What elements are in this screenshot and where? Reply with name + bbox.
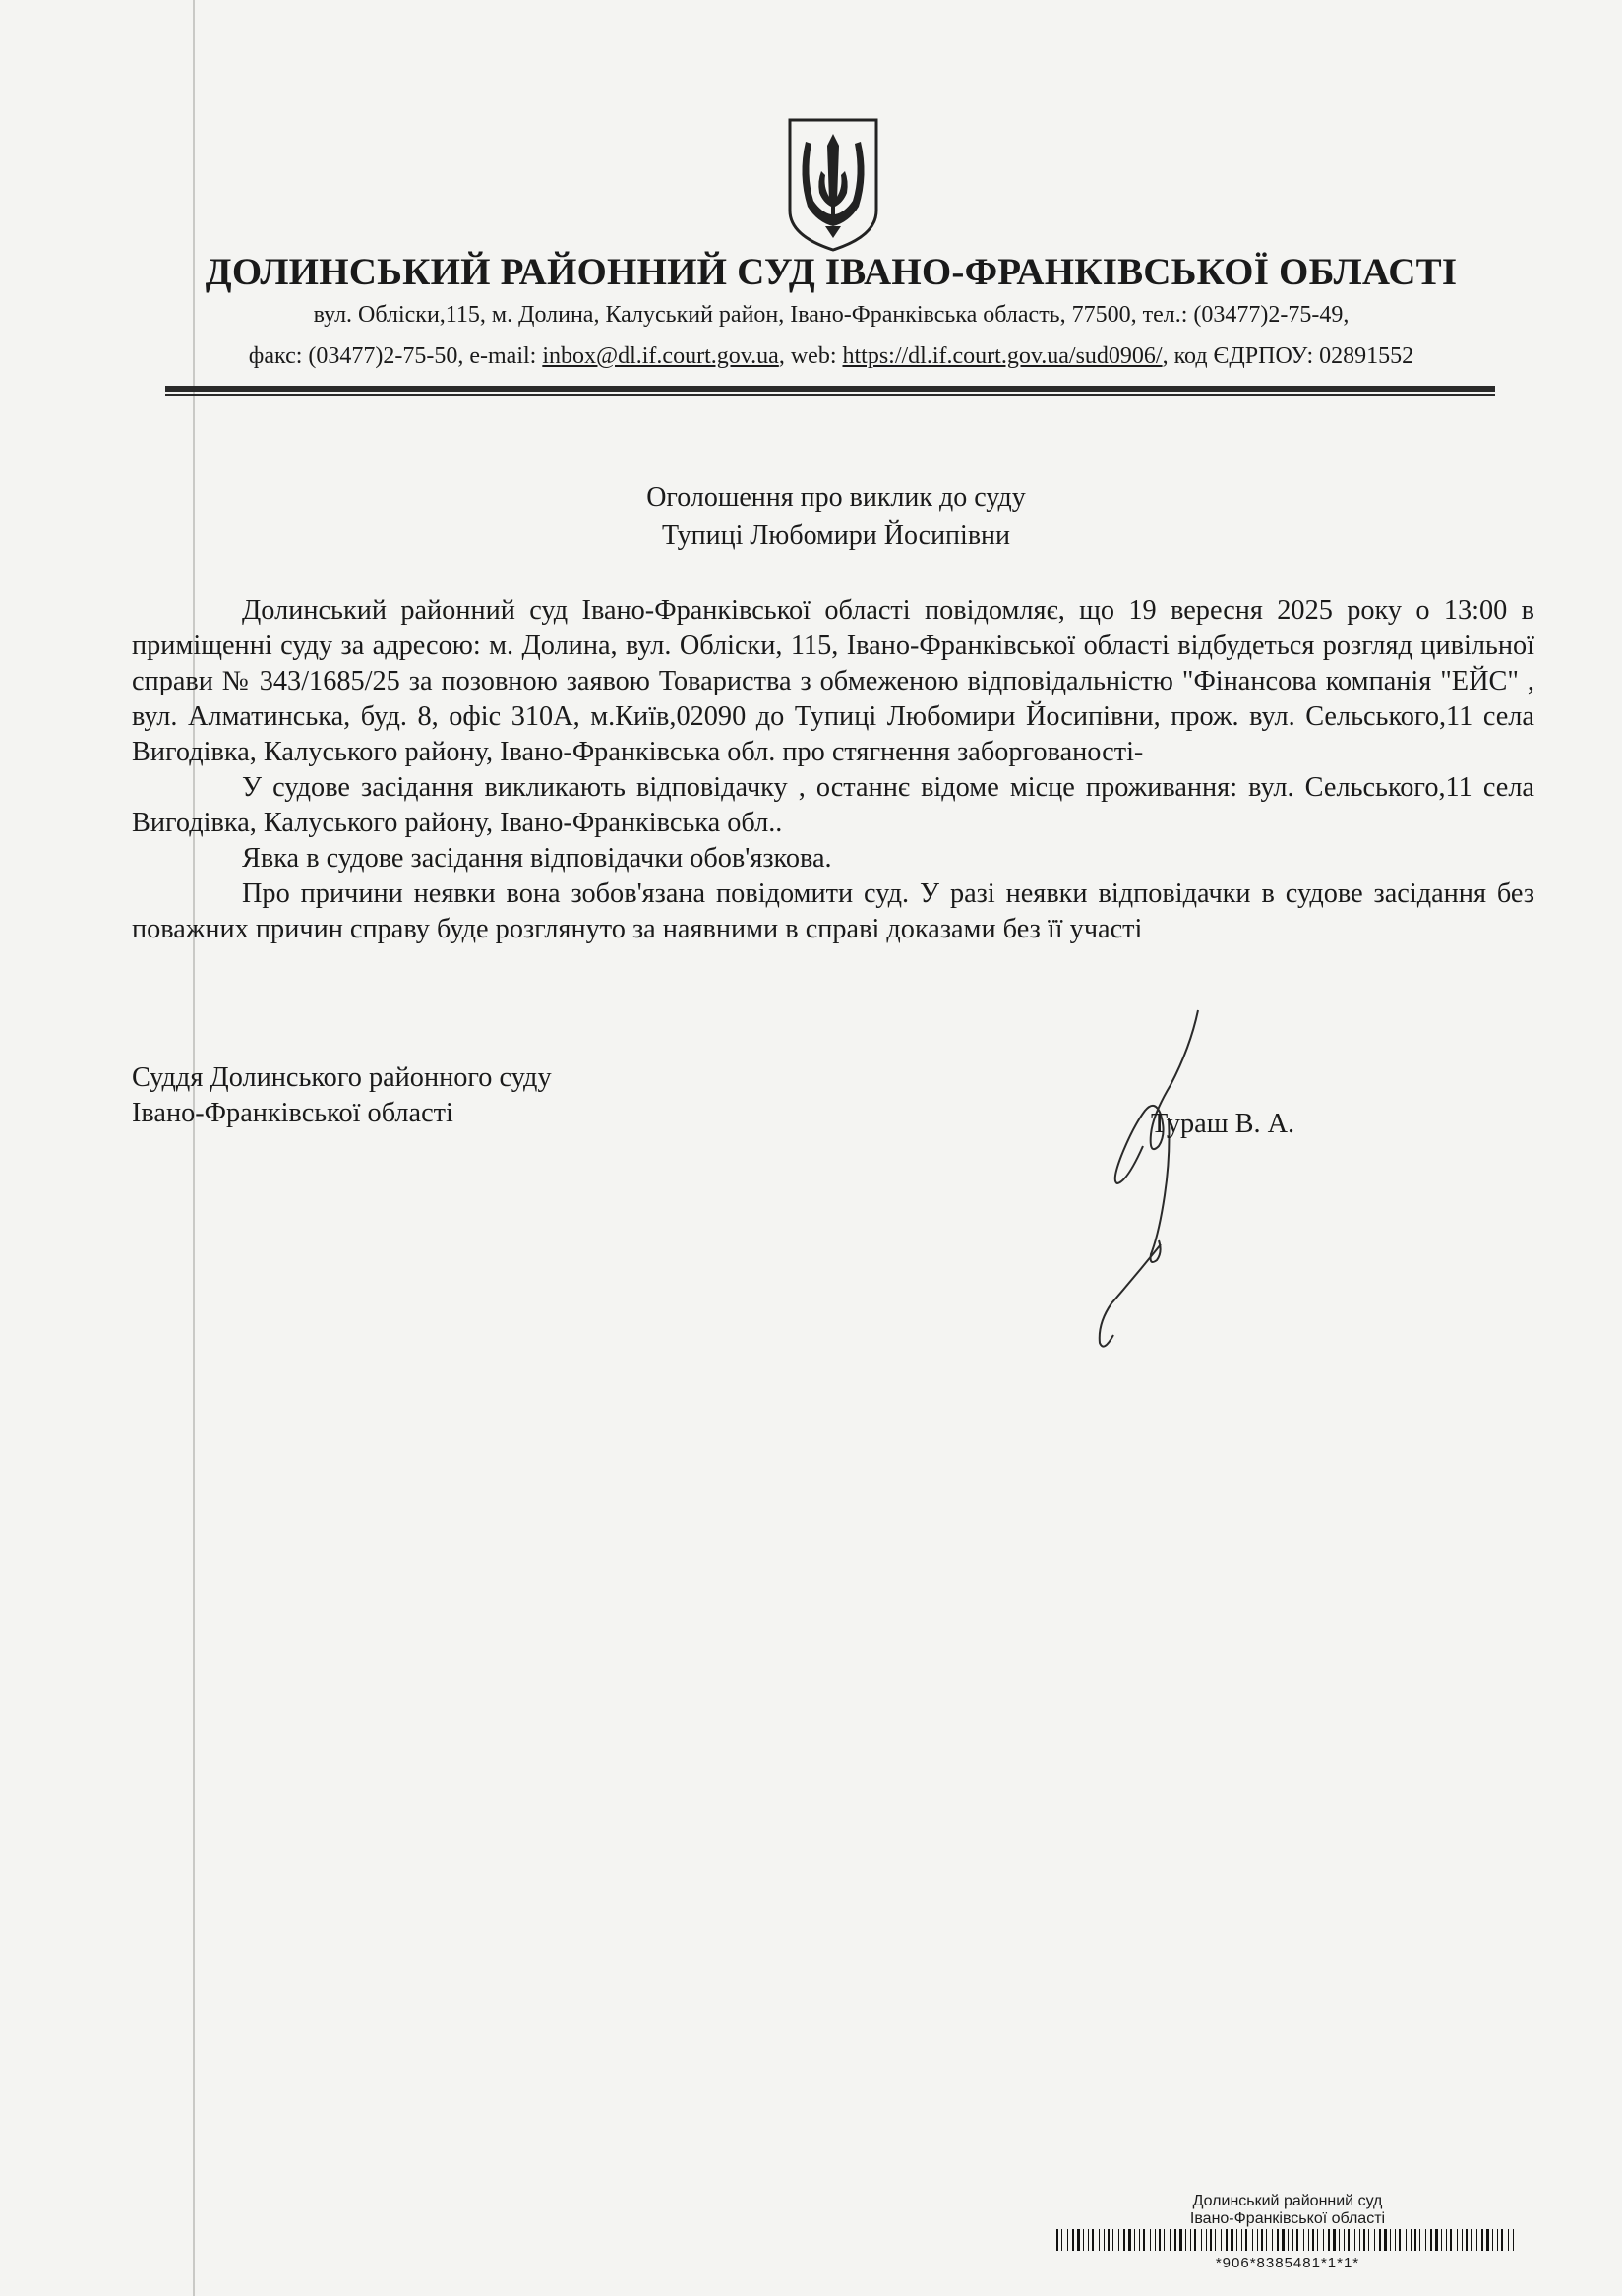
email-link[interactable]: inbox@dl.if.court.gov.ua [542, 343, 779, 369]
registration-stamp [1056, 2193, 1519, 2271]
header-divider-thin [165, 394, 1495, 396]
website-link[interactable]: https://dl.if.court.gov.ua/sud0906/ [842, 343, 1163, 369]
notice-title: Оголошення про виклик до суду [646, 482, 1026, 513]
court-name-heading: ДОЛИНСЬКИЙ РАЙОННИЙ СУД ІВАНО-ФРАНКІВСЬКОЇ ОБЛАСТІ [205, 251, 1458, 293]
notice-paragraph: Долинський районний суд Івано-Франківської області повідомляє, що 19 вересня 2025 року о 13:00 в приміщенні суду за адресою: м. Долина, вул. Обліски, 115, Івано-Франківської області відбудеться розгляд цивільної справи № 343/1685/25 за позовною заявою Товариства з обмеженою відповідальністю "Фінансова компанія "ЕЙС" , вул. Алматинська, буд. 8, офіс 310А, м.Київ,02090 до Тупиці Любомири Йосипівни, прож. вул. Сельського,11 села Вигодівка, Калуського району, Івано-Франківська обл. про стягнення заборгованості- [132, 595, 1534, 767]
stamp-court-line: Долинський районний суд [1192, 2193, 1383, 2209]
fax-label: факс: (03477)2-75-50, e-mail: [248, 343, 543, 369]
handwritten-signature [1043, 1008, 1239, 1362]
stamp-region-line: Івано-Франківської області [1189, 2210, 1386, 2227]
edrpou-code: , код ЄДРПОУ: 02891552 [1162, 343, 1414, 369]
judge-title-line: Івано-Франківської області [132, 1098, 453, 1128]
court-contacts [148, 343, 1515, 370]
notice-paragraph: Явка в судове засідання відповідачки обов'язкова. [242, 843, 832, 874]
court-address: вул. Обліски,115, м. Долина, Калуський район, Івано-Франківська область, 77500, тел.: (03477)2-75-49, [313, 302, 1350, 328]
header-divider-thick [165, 386, 1495, 392]
barcode-icon [1056, 2229, 1519, 2251]
barcode-number: *906*8385481*1*1* [1215, 2255, 1360, 2271]
trident-coat-of-arms-icon [784, 116, 882, 254]
web-label: , web: [778, 343, 843, 369]
judge-title-line: Суддя Долинського районного суду [132, 1062, 552, 1093]
notice-body [132, 593, 1534, 947]
judge-name: Тураш В. А. [1151, 1109, 1295, 1139]
notice-addressee: Тупиці Любомири Йосипівни [661, 520, 1011, 551]
judge-title [132, 1060, 552, 1131]
notice-paragraph: Про причини неявки вона зобов'язана повідомити суд. У разі неявки відповідачки в судове засідання без поважних причин справу буде розглянуто за наявними в справі доказами без її участі [132, 878, 1534, 944]
notice-paragraph: У судове засідання викликають відповідачку , останнє відоме місце проживання: вул. Сельського,11 села Вигодівка, Калуського району, Івано-Франківська обл.. [132, 772, 1534, 838]
